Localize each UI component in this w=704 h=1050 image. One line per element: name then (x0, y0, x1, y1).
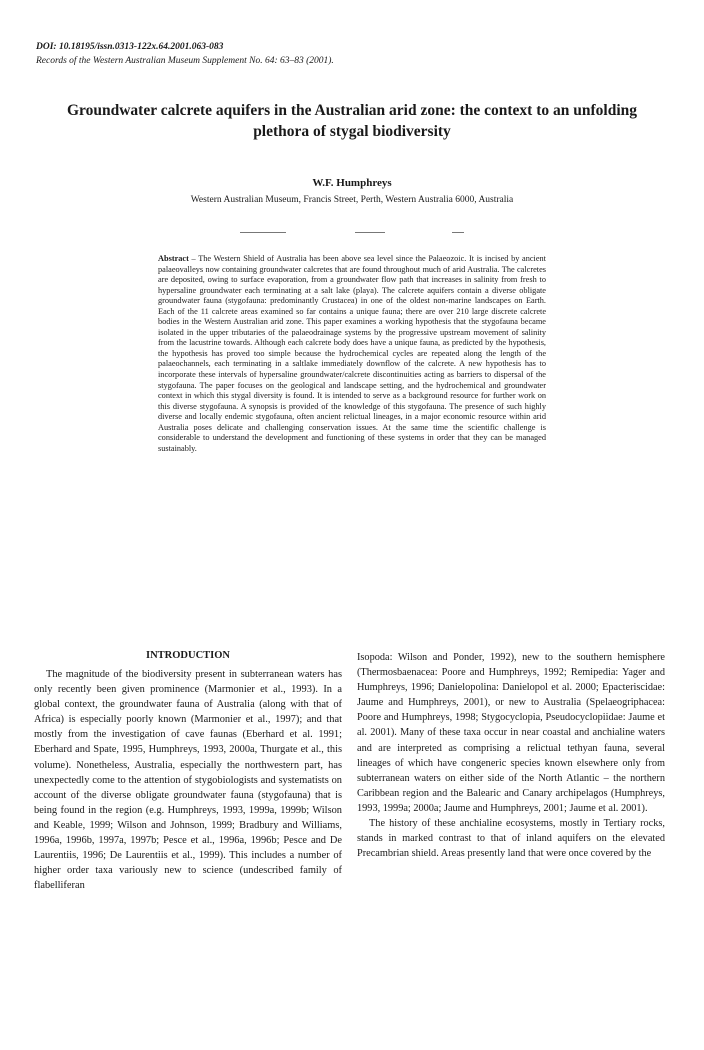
author-affiliation: Western Australian Museum, Francis Street, Perth, Western Australia 6000, Australia (190, 195, 514, 205)
separator-rule-left (240, 232, 286, 233)
abstract (158, 254, 546, 454)
left-column (34, 650, 342, 893)
separator-rule-right (452, 232, 464, 233)
intro-paragraph-1: The magnitude of the biodiversity present in subterranean waters has only recently been given prominence (Marmonier et al., 1993). In a global context, the groundwater fauna of Australia (along with that of Africa) is especially poorly known (Marmonier et al., 1997); and that mostly from the investigation of cave faunas (Eberhard et al. 1991; Eberhard and Spate, 1995, Humphreys, 1993, 2000a, Thurgate et al., this volume). Nonetheless, Australia, especially the northwestern part, has unexpectedly come to the attention of stygobiologists and systematists on account of the diverse obligate groundwater fauna (stygofauna) that is being found in the region (e.g. Humphreys, 1993, 1999a, 1999b; Wilson and Keable, 1999; Wilson and Johnson, 1999; Bradbury and Williams, 1996a, 1996b, 1997a, 1997b; Pesce et al., 1996a, 1996b; Pesce and De Laurentiis, 1996; De Laurentiis et al., 1999). This includes a number of higher order taxa variously new to science (undescribed family of flabelliferan (34, 669, 342, 892)
abstract-text: – The Western Shield of Australia has been above sea level since the Palaeozoic. It is incised by ancient palaeovalleys now containing groundwater calcretes that are found throughout much of arid Australia. The calcretes are deposited, owing to surface evaporation, from a groundwater flow path that increases in salinity from fresh to hypersaline groundwater each terminating at a salt lake (playa). The calcrete aquifers contain a diverse obligate groundwater fauna (stygofauna: predominantly Crustacea) in one of the oldest non-marine landscapes on Earth. Each of the 11 calcrete areas examined so far contains a unique fauna; there are over 210 large discrete calcrete bodies in the Western Australian arid zone. This paper examines a working hypothesis that the stygofauna became isolated in the upper tributaries of the palaeodrainage systems by the progressive upstream movement of salinity from the lacustrine towards. Although each calcrete body does have a unique fauna, as predicted by the hypothesis, the hypothesis has proved too simple because the hydrochemical cycles are repeated along the length of the palaeochannels, each terminating in a saltlake immediately downflow of the calcrete. A new hypothesis has to incorporate these intervals of hypersaline groundwater/calcrete discontinuities acting as barriers to dispersal of the stygofauna. The paper focuses on the geological and landscape setting, and the hydrochemical and groundwater context in which this stygal diversity is found. It is intended to serve as a background resource for further work on this diverse stygofauna. A synopsis is provided of the knowledge of this stygofauna. The presence of such highly diverse and locally endemic stygofauna, often ancient relictual lineages, in a major economic resource within arid Australia poses delicate and challenging conservation issues. At the same time the scientific challenge is considerable to understand the development and functioning of these systems in order that they can be managed sustainably. (158, 254, 546, 453)
separator-rule-center (355, 232, 385, 233)
author-name: W.F. Humphreys (312, 177, 392, 189)
right-column (357, 650, 665, 861)
section-heading-introduction: INTRODUCTION (145, 650, 230, 661)
intro-paragraph-2: The history of these anchialine ecosystems, mostly in Tertiary rocks, stands in marked contrast to that of inland aquifers on the elevated Precambrian shield. Areas presently land that were once covered by the (357, 818, 665, 860)
header-meta (36, 40, 676, 68)
journal-citation: Records of the Western Australian Museum Supplement No. 64: 63–83 (2001). (36, 56, 334, 66)
abstract-label: Abstract (158, 254, 189, 263)
doi-line: DOI: 10.18195/issn.0313-122x.64.2001.063-083 (36, 42, 224, 52)
paper-title: Groundwater calcrete aquifers in the Australian arid zone: the context to an unfolding plethora of stygal biodiversity (66, 102, 638, 140)
intro-paragraph-1-continued: Isopoda: Wilson and Ponder, 1992), new to the southern hemisphere (Thermosbaenacea: Poore and Humphreys, 1992; Remipedia: Yager and Humphreys, 1996; Danielopolina: Danielopol et al. 2000; Epacteriscidae: Jaume and Humphreys, 2001), or new to Australia (Spelaeogriphacea: Poore and Humphreys, 1998; Stygocyclopia, Pseudocyclopiidae: Jaume et al. 2001). Many of these taxa occur in near coastal and anchialine waters and are interpreted as comprising a relictual tethyan fauna, several lineages of which have congeneric species known elsewhere only from subterranean waters on either side of the North Atlantic – the northern Caribbean region and the Balearic and Canary archipelagos (Humphreys, 1993, 1999a; 2000a; Jaume and Humphreys, 2001; Jaume et al. 2001). (357, 652, 665, 814)
